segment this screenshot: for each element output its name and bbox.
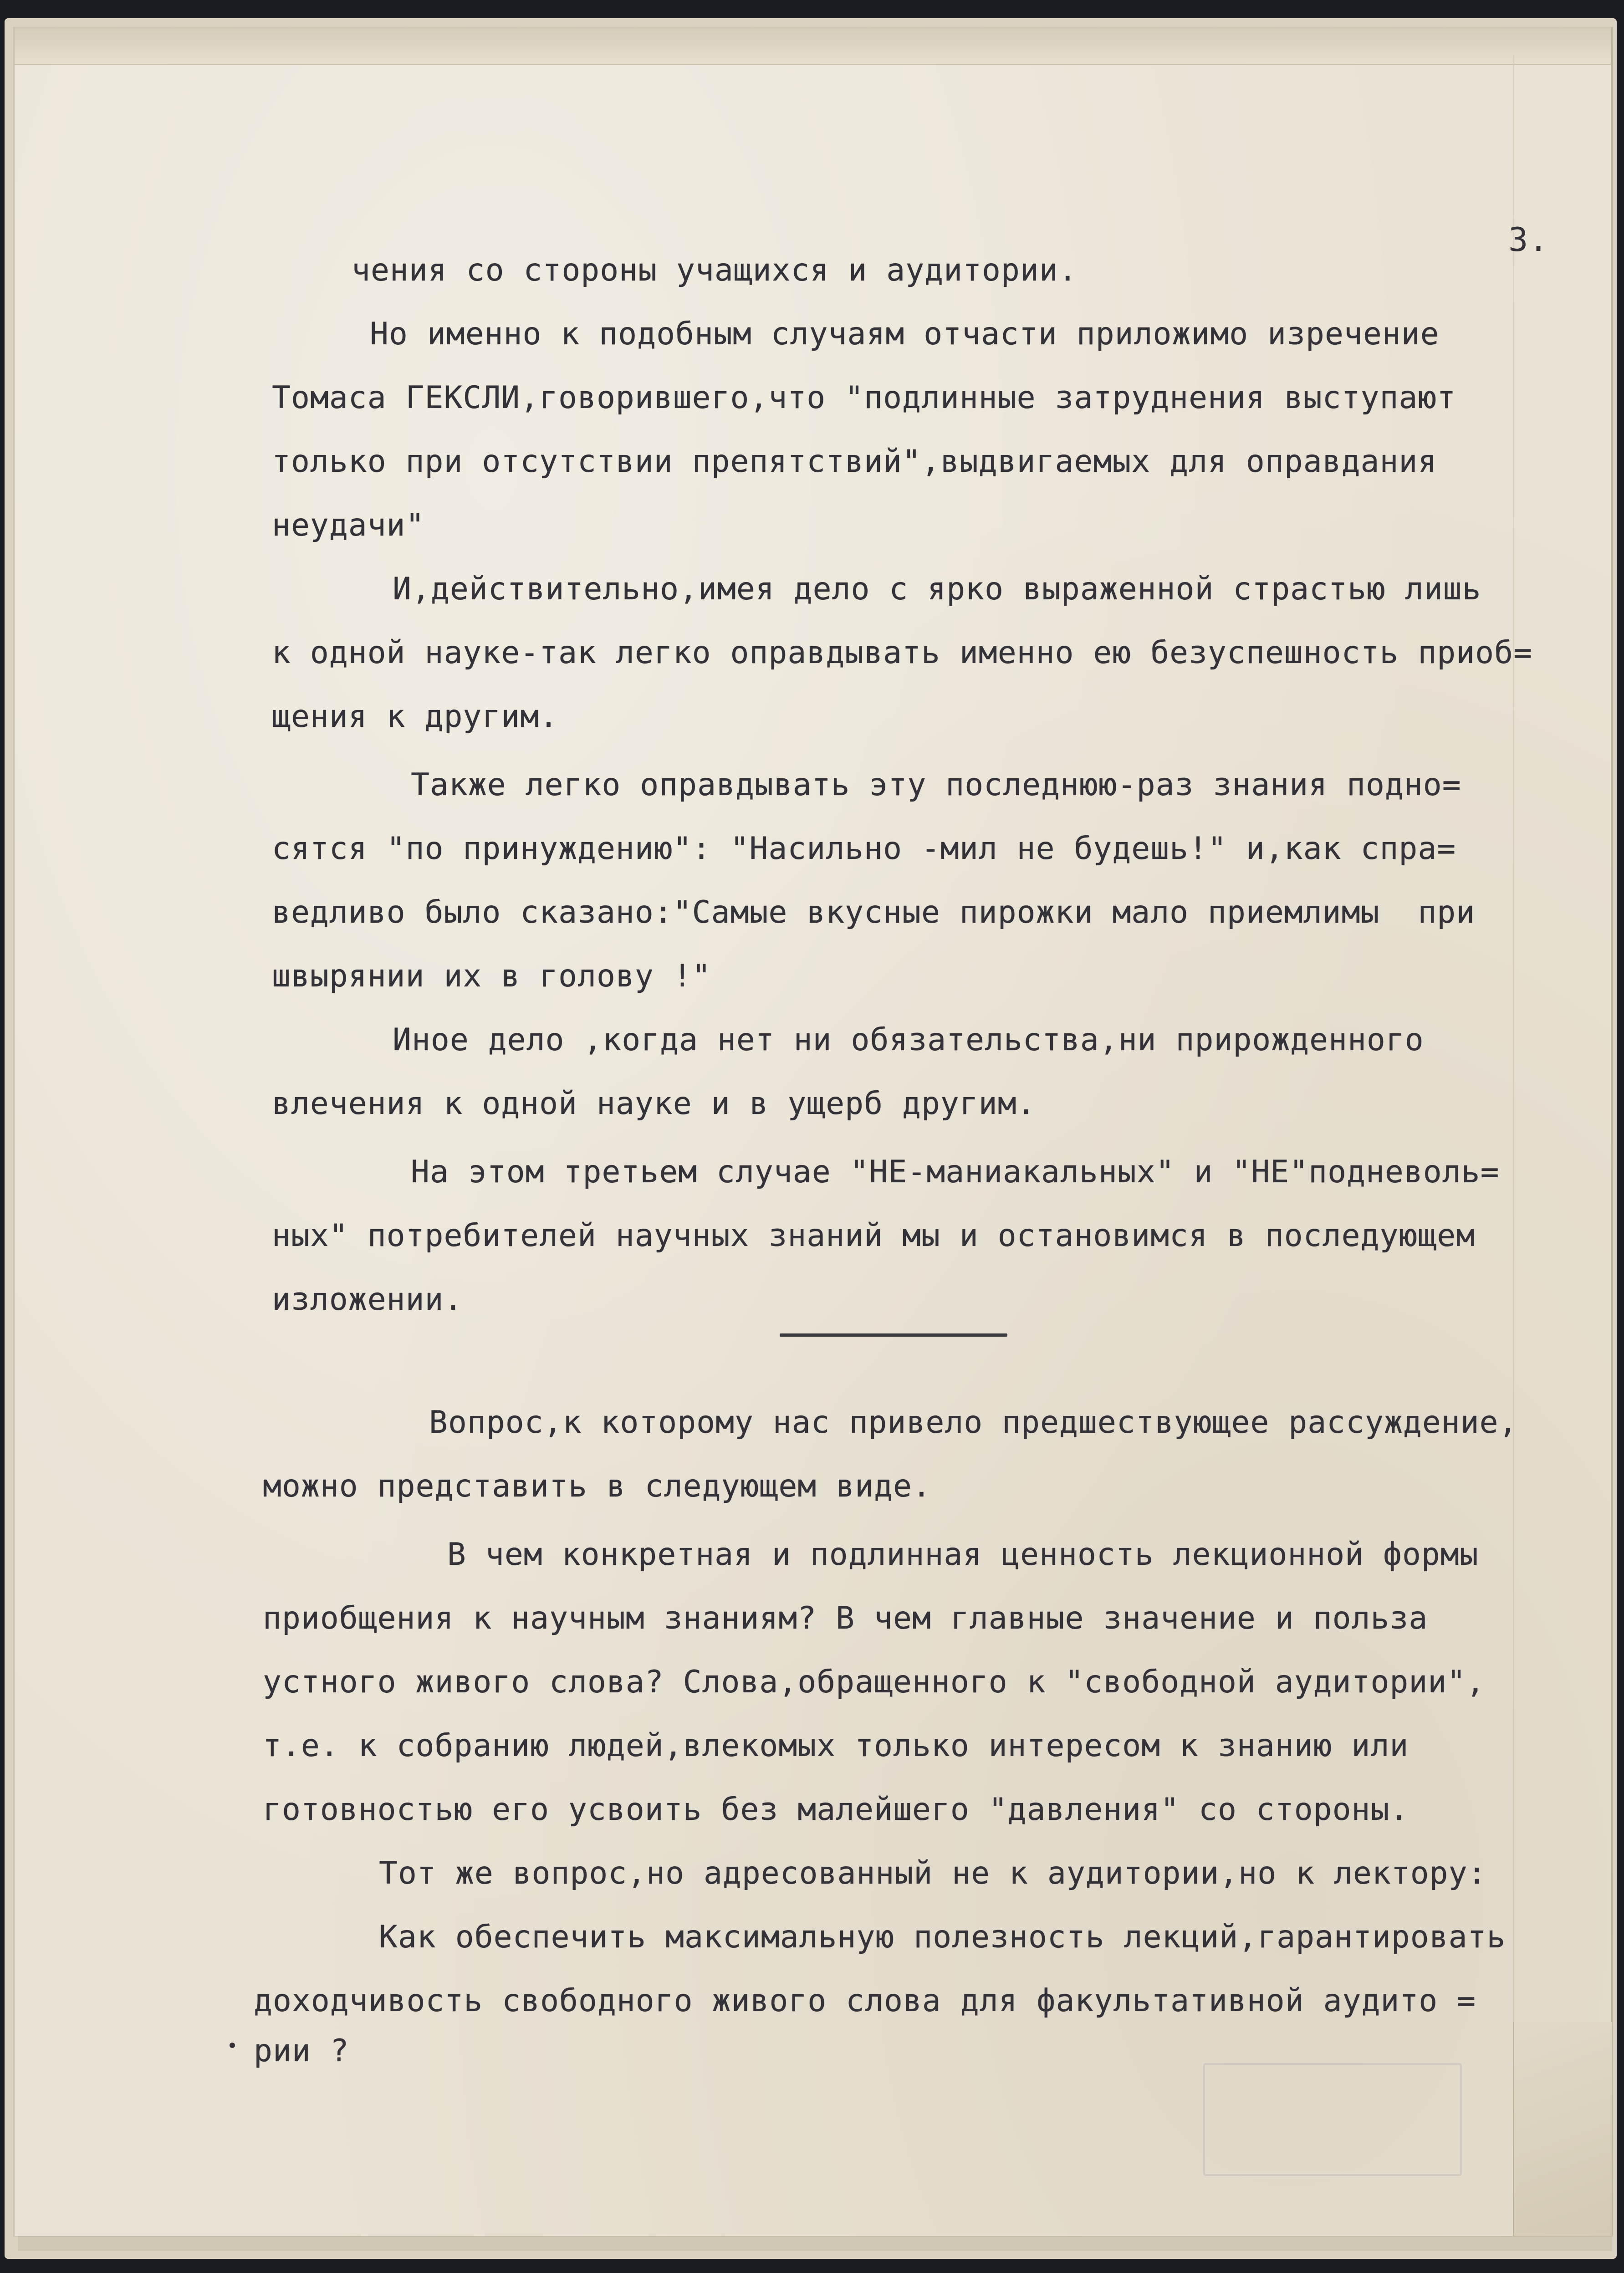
text-line: Также легко оправдывать эту последнюю-раз знания подно=: [411, 767, 1461, 803]
text-line: готовностью его усвоить без малейшего "давления" со стороны.: [263, 1792, 1409, 1828]
text-line: доходчивость свободного живого слова для факультативной аудито =: [254, 1983, 1476, 2019]
text-line: Вопрос,к которому нас привело предшествующее рассуждение,: [429, 1405, 1518, 1440]
text-line: ведливо было сказано:"Самые вкусные пирожки мало приемлимы при: [272, 894, 1476, 930]
text-line: Как обеспечить максимальную полезность лекций,гарантировать: [379, 1919, 1506, 1955]
text-line: влечения к одной науке и в ущерб другим.: [272, 1086, 1036, 1122]
text-line: к одной науке-так легко оправдывать именно ею безуспешность приоб=: [272, 635, 1533, 671]
text-line: сятся "по принуждению": "Насильно -мил не будешь!" и,как спра=: [272, 831, 1456, 867]
page-text: [15, 27, 1611, 2236]
text-line: В чем конкретная и подлинная ценность лекционной формы: [447, 1537, 1479, 1573]
text-line: изложении.: [272, 1282, 463, 1318]
text-line: И,действительно,имея дело с ярко выраженной страстью лишь: [393, 571, 1481, 607]
text-line: рии ?: [254, 2033, 349, 2069]
text-line: На этом третьем случае "НЕ-маниакальных" и "НЕ"подневоль=: [411, 1154, 1500, 1190]
text-line: неудачи": [272, 507, 425, 543]
text-line: Тот же вопрос,но адресованный не к аудитории,но к лектору:: [379, 1855, 1487, 1891]
text-line: швырянии их в голову !": [272, 958, 711, 994]
margin-mark: [230, 2043, 235, 2048]
text-line: Томаса ГЕКСЛИ,говорившего,что "подлинные затруднения выступают: [272, 380, 1456, 416]
text-line: т.е. к собранию людей,влекомых только интересом к знанию или: [263, 1728, 1409, 1764]
text-line: ных" потребителей научных знаний мы и остановимся в последующем: [272, 1218, 1476, 1254]
page-number: 3.: [1508, 220, 1549, 259]
text-line: устного живого слова? Слова,обращенного к "свободной аудитории",: [263, 1664, 1486, 1700]
text-line: щения к другим.: [272, 699, 559, 735]
text-line: можно представить в следующем виде.: [263, 1468, 931, 1504]
text-line: только при отсутствии препятствий",выдвигаемых для оправдания: [272, 444, 1437, 480]
text-line: чения со стороны учащихся и аудитории.: [352, 252, 1078, 288]
text-line: Иное дело ,когда нет ни обязательства,ни прирожденного: [393, 1022, 1424, 1058]
typewritten-page: [14, 27, 1613, 2236]
section-separator: [780, 1333, 1007, 1337]
text-line: приобщения к научным знаниям? В чем главные значение и польза: [263, 1600, 1428, 1636]
text-line: Но именно к подобным случаям отчасти приложимо изречение: [370, 316, 1440, 352]
